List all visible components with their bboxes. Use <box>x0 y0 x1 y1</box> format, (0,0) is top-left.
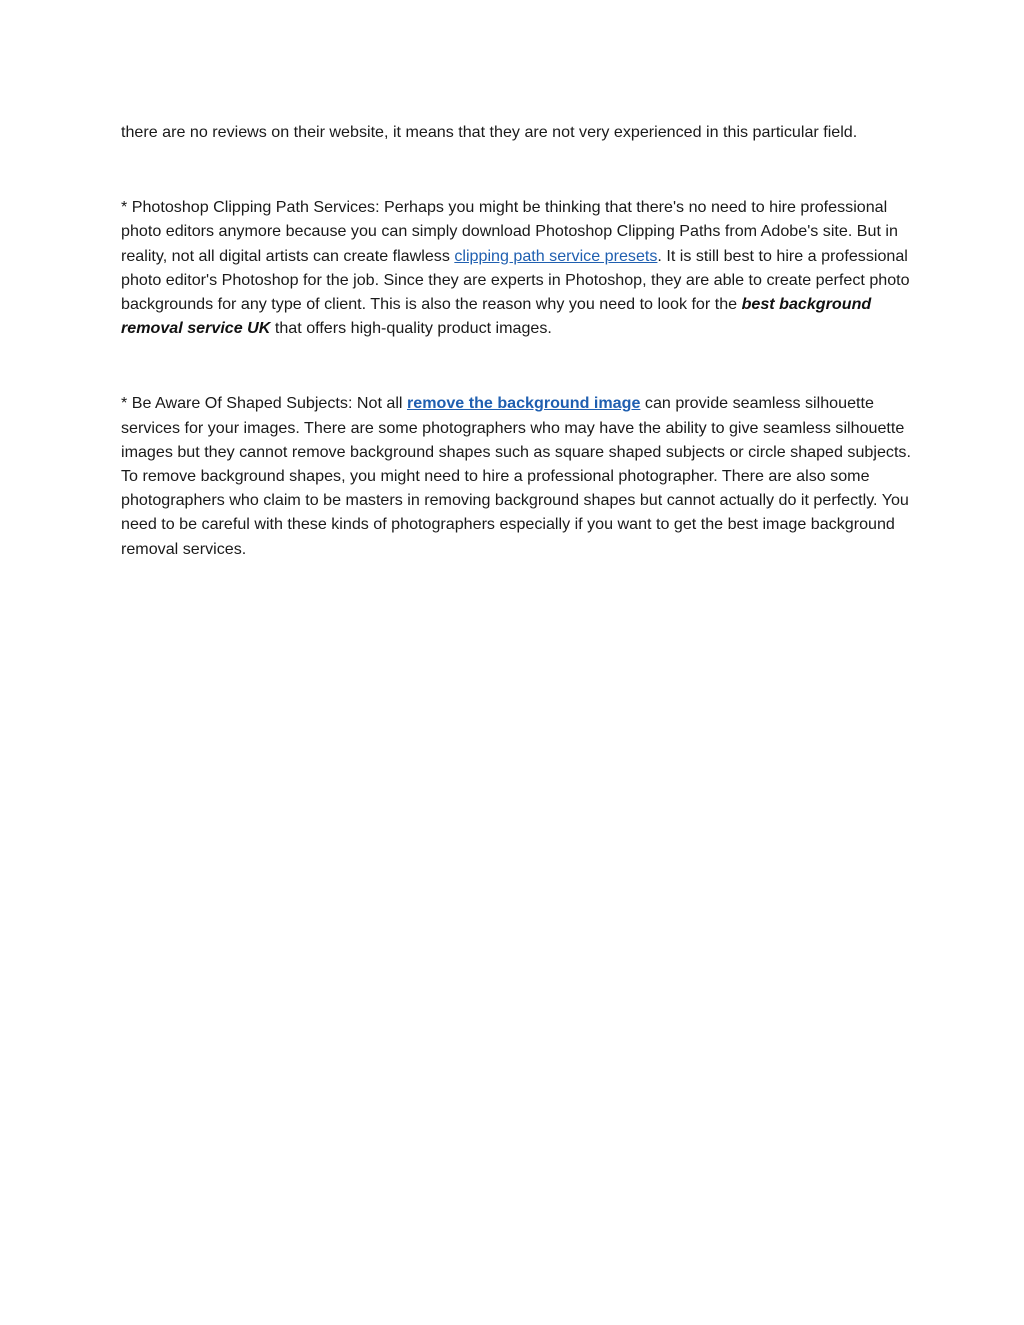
document-page <box>121 120 911 561</box>
remove-background-image-link[interactable]: remove the background image <box>406 394 641 413</box>
paragraph-shaped-subjects <box>121 391 911 560</box>
best-background-removal-emphasis: best background removal service UK <box>121 295 872 338</box>
paragraph-clipping-path-text-3: that offers high-quality product images. <box>270 319 552 338</box>
paragraph-intro-text: there are no reviews on their website, it means that they are not very experienced in this particular field. <box>121 123 858 141</box>
paragraph-shaped-subjects-text-2: can provide seamless silhouette services for your images. There are some photographers who may have the ability to give seamless silhouette images but they cannot remove background shapes such as square shaped subjects or circle shaped subjects. To remove background shapes, you might need to hire a professional photographer. There are also some photographers who claim to be masters in removing background shapes but cannot actually do it perfectly. You need to be careful with these kinds of photographers especially if you want to get the best image background removal services. <box>121 394 911 558</box>
paragraph-intro <box>121 120 911 144</box>
paragraph-clipping-path-text-2: . It is still best to hire a professional photo editor's Photoshop for the job. Since they are experts in Photoshop, they are able to create perfect photo backgrounds for any type of client. This is also the reason why you need to look for the <box>121 246 910 314</box>
paragraph-clipping-path <box>121 195 911 340</box>
paragraph-clipping-path-text-1: * Photoshop Clipping Path Services: Perhaps you might be thinking that there's no need to hire professional photo editors anymore because you can simply download Photoshop Clipping Paths from Adobe's site. But in reality, not all digital artists can create flawless <box>121 198 898 265</box>
paragraph-shaped-subjects-text-1: * Be Aware Of Shaped Subjects: Not all <box>121 394 407 413</box>
clipping-path-service-presets-link[interactable]: clipping path service presets <box>454 246 658 265</box>
